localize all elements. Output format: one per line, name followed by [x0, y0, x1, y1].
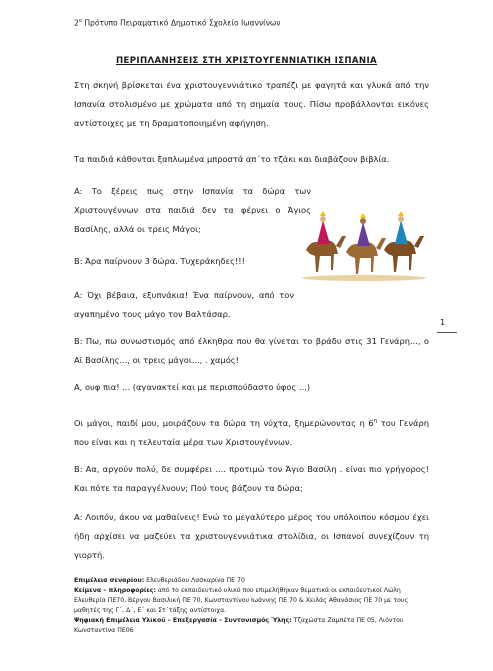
dialogue-line-a1: Α: Το ξέρεις πως στην Ισπανία τα δώρα των Χριστουγέννων στα παιδιά δεν τα φέρνει ο Άγιος Βασίλης, αλλά οι τρεις Μάγοι; — [74, 186, 311, 234]
credits-texts: Κείμενα – πληροφορίες: από το εκπαιδευτικό υλικό που επιμελήθηκαν θεματικά οι εκπαιδευτικοί Λώλη Ελευθερία ΠΕ70, Βέργου Βασιλική ΠΕ 70, Κωνσταντίνου Ιωάννης ΠΕ 70 & Χειλάς Αθανάσιος ΠΕ 70 με τους μαθητές της Γ΄, Δ΄, Ε΄ και Στ΄τάξης αντίστοιχα. — [74, 587, 409, 614]
dialogue-line-b2: Β: Πω, πω συνωστισμός από έλκηθρα που θα γίνεται το βράδυ στις 31 Γενάρη..., ο Αϊ Βασίλης..., οι τρεις μάγοι..., . χαμός! — [74, 336, 429, 365]
dialogue-line-a3-continued: Οι μάγοι, παιδί μου, μοιράζουν τα δώρα τη νύχτα, ξημερώνοντας η $6^\eta$ του Γενάρη που είναι και η τελευταία μέρα των Χριστουγέννων. — [74, 417, 429, 447]
stage-direction: Τα παιδιά κάθονται ξαπλωμένα μπροστά απ΄το τζάκι και διαβάζουν βιβλία. — [74, 154, 390, 164]
credits-block — [74, 576, 434, 636]
credits-script: Επιμέλεια σεναρίου: Ελευθεριάδου Λασκαρίνα ΠΕ 70 — [74, 577, 245, 584]
scene-description: Στη σκηνή βρίσκεται ένα χριστουγεννιάτικο τραπέζι με φαγητά και γλυκά από την Ισπανία στολισμένο με χρώματα από τη σημαία τους. Πίσω προβάλλονται εικόνες αντίστοιχες με τη δραματοποιημένη αφήγηση. — [74, 80, 429, 128]
document-title: ΠΕΡΙΠΛΑΝΗΣΕΙΣ ΣΤΗ ΧΡΙΣΤΟΥΓΕΝΝΙΑΤΙΚΗ ΙΣΠΑΝΙΑ — [115, 56, 378, 66]
page-number: 1 — [440, 318, 446, 327]
credits-digital: Ψηφιακή Επιμέλεια Υλικού – Επεξεργασία – Συντονισμός Ύλης: Τζαχώστα Ζαμπέτα ΠΕ 05, Λιόντου Κωνσταντίνα ΠΕ06 — [74, 617, 404, 634]
dialogue-line-a2: Α: Όχι βέβαια, εξυπνάκια! Ένα παίρνουν, από τον αγαπημένο τους μάγο τον Βαλτάσαρ. — [74, 290, 294, 319]
dialogue-line-a4: Α: Λοιπόν, άκου να μαθαίνεις! Ενώ το μεγαλύτερο μέρος του υπόλοιπου κόσμου έχει ήδη αρχίσει να μαζεύει τα χριστουγεννιάτικα στολίδια, οι Ισπανοί συνεχίζουν τη γιορτή. — [74, 512, 429, 560]
three-wise-men-on-camels-icon — [300, 210, 428, 282]
dialogue-line-a3: Α, ουφ πια! ... (αγανακτεί και με περισπούδαστο ύφος ...) — [74, 382, 311, 392]
dialogue-line-b3: Β: Αα, αργούν πολύ, δε συμφέρει .... προτιμώ τον Άγιο Βασίλη . είναι πιο γρήγορος! Και πότε τα παραγγέλνουν; Πού τους βάζουν τα δώρα; — [74, 464, 429, 493]
page-number-rule — [437, 332, 457, 333]
dialogue-line-b1: Β: Άρα παίρνουν 3 δώρα. Τυχεράκηδες!!! — [74, 256, 245, 266]
school-header: $2^o$ Πρότυπο Πειραματικό Δημοτικό Σχολείο Ιωαννίνων — [74, 18, 281, 28]
